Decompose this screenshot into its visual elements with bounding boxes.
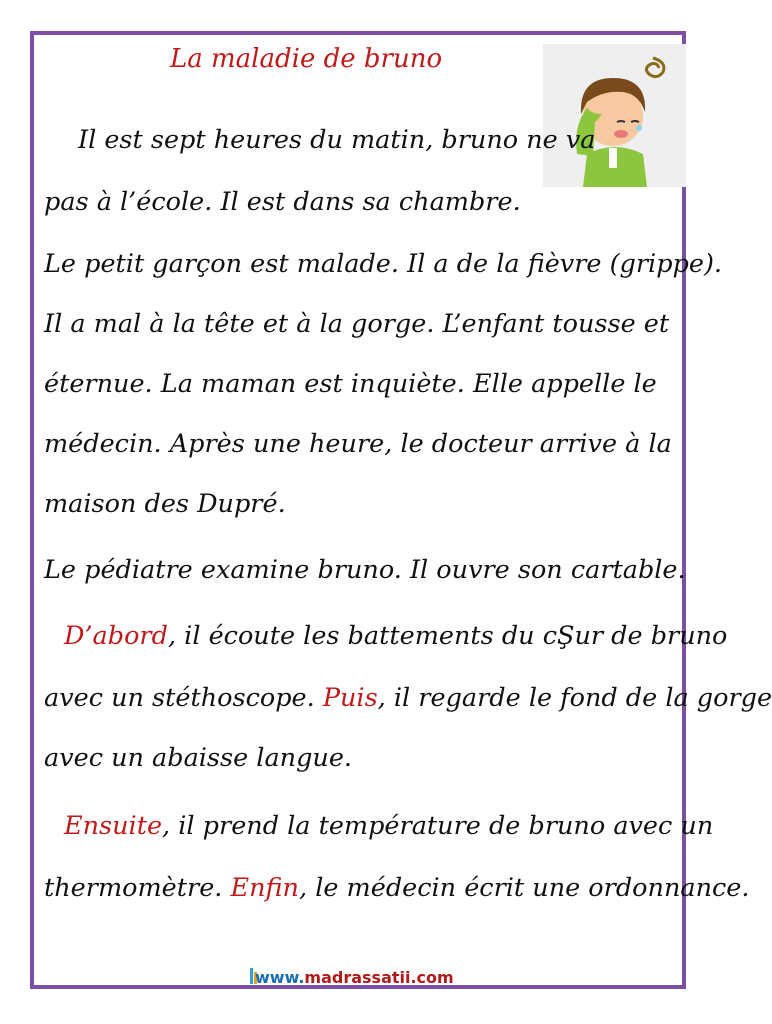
text-segment: Il a mal à la tête et à la gorge. L’enfant tousse et xyxy=(44,309,670,339)
text-segment: , il prend la température de bruno avec un xyxy=(162,811,714,841)
text-line-8 xyxy=(44,555,686,585)
text-line-7 xyxy=(44,489,286,519)
text-segment: pas à l’école. Il est dans sa chambre. xyxy=(44,187,521,217)
footer-domain: madrassatii.com xyxy=(304,968,454,987)
text-line-5 xyxy=(44,369,657,399)
text-segment: , il écoute les battements du cŞur de bruno xyxy=(167,621,728,651)
text-line-11 xyxy=(44,743,353,773)
story-title: La maladie de bruno xyxy=(170,44,443,74)
text-line-2 xyxy=(44,187,521,217)
highlighted-word: Ensuite xyxy=(64,811,163,841)
text-line-13 xyxy=(44,873,750,903)
text-segment: , il regarde le fond de la gorge xyxy=(377,683,772,713)
text-line-9 xyxy=(64,621,728,651)
highlighted-word: Puis xyxy=(322,683,378,713)
text-line-6 xyxy=(44,429,672,459)
text-line-12 xyxy=(64,811,714,841)
sick-boy-icon xyxy=(543,44,686,187)
highlighted-word: Enfin xyxy=(230,873,299,903)
text-line-10 xyxy=(44,683,772,713)
text-segment: thermomètre. xyxy=(44,873,231,903)
highlighted-word: D’abord xyxy=(64,621,168,651)
text-line-3 xyxy=(44,249,723,279)
text-segment: Il est sept heures du matin, bruno ne va xyxy=(78,125,596,155)
text-line-4 xyxy=(44,309,670,339)
text-segment: avec un stéthoscope. xyxy=(44,683,323,713)
text-segment: médecin. Après une heure, le docteur arrive à la xyxy=(44,429,672,459)
text-segment: maison des Dupré. xyxy=(44,489,286,519)
text-segment: éternue. La maman est inquiète. Elle appelle le xyxy=(44,369,657,399)
text-line-1 xyxy=(78,125,596,155)
text-segment: avec un abaisse langue. xyxy=(44,743,353,773)
text-segment: , le médecin écrit une ordonnance. xyxy=(298,873,750,903)
footer-prefix: www. xyxy=(255,968,305,987)
text-segment: Le pédiatre examine bruno. Il ouvre son cartable. xyxy=(44,555,686,585)
text-segment: Le petit garçon est malade. Il a de la fièvre (grippe). xyxy=(44,249,723,279)
footer-website[interactable] xyxy=(255,968,454,987)
